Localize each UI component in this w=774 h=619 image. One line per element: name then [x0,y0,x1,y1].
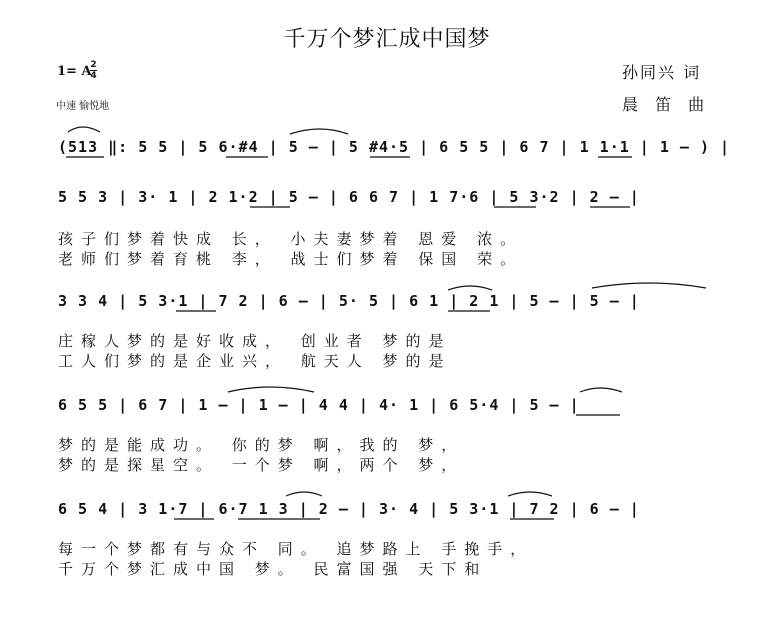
lyric-line-2-verse-1: 孩子们梦着快成 长， 小夫妻梦着 恩爱 浓。 [58,230,524,248]
lyric-line-4-verse-1: 梦的是能成功。 你的梦 啊，我的 梦， [58,436,465,454]
lyric-line-3-verse-1: 庄稼人梦的是好收成， 创业者 梦的是 [58,332,452,350]
lyric-line-5-verse-1: 每一个梦都有与众不 同。 追梦路上 手挽手， [58,540,534,558]
key-signature: 1= A [57,64,92,79]
notation-line-1: (513 ‖: 5 5 | 5 6·#4 | 5 – | 5 #4·5 | 6 5 5 | 6 7 | 1 1·1 | 1 – ) | [58,138,731,156]
notation-line-3: 3 3 4 | 5 3·1 | 7 2 | 6 – | 5· 5 | 6 1 | 2 1 | 5 – | 5 – | [58,292,640,310]
notation-line-5: 6 5 4 | 3 1·7 | 6·7 1 3 | 2 – | 3· 4 | 5 3·1 | 7 2 | 6 – | [58,500,640,518]
meter-top: 2 [90,60,97,70]
tie-mark-1 [290,129,348,134]
page-mask [368,586,774,619]
slur-mark-3 [286,492,322,496]
slur-mark-4 [508,492,552,496]
lyricist-credit: 孙同兴 词 [622,63,702,82]
composer-credit: 晨 笛 曲 [622,95,711,114]
tempo-marking: 中速 愉悦地 [56,101,110,112]
tie-mark-2 [592,283,706,288]
meter-bottom: 4 [90,71,97,81]
song-title: 千万个梦汇成中国梦 [283,27,491,52]
lyric-line-3-verse-2: 工人们梦的是企业兴， 航天人 梦的是 [58,352,452,370]
lyric-line-2-verse-2: 老师们梦着育桃 李， 战士们梦着 保国 荣。 [58,250,524,268]
notation-line-4: 6 5 5 | 6 7 | 1 – | 1 – | 4 4 | 4· 1 | 6 5·4 | 5 – | [58,396,580,414]
notation-line-2: 5 5 3 | 3· 1 | 2 1·2 | 5 – | 6 6 7 | 1 7·6 | 5 3·2 | 2 – | [58,188,640,206]
slur-mark-1 [448,286,492,290]
tie-mark-3 [228,387,314,392]
lyric-line-5-verse-2: 千万个梦汇成中国 梦。 民富国强 天下和 [58,560,488,578]
lyric-line-4-verse-2: 梦的是探星空。 一个梦 啊，两个 梦， [58,456,465,474]
fermata-slur [68,127,100,132]
slur-mark-2 [580,388,622,392]
